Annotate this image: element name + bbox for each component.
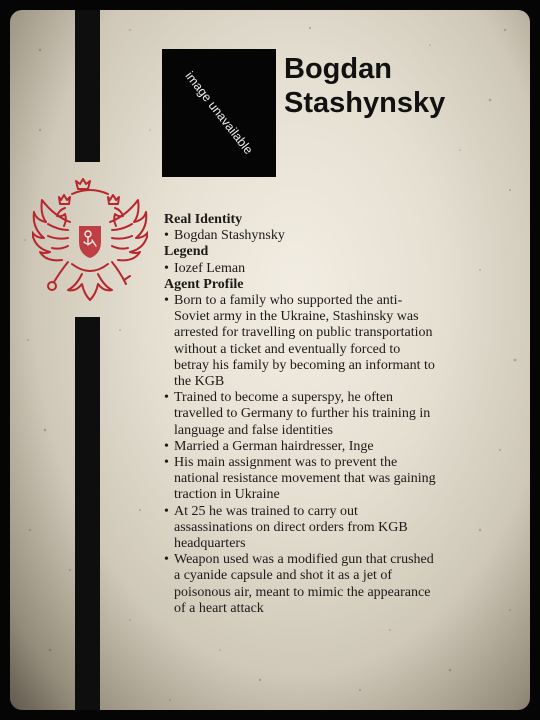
profile-item-text: Trained to become a superspy, he often travelled to Germany to further his training in language and false identities: [174, 390, 431, 438]
profile-item-text: Born to a family who supported the anti-Soviet army in the Ukraine, Stashinsky was arrested for travelling on public transportation without a ticket and eventually forced to betray his family by becoming an informant to the KGB: [174, 293, 435, 390]
profile-item-text: Married a German hairdresser, Inge: [174, 438, 374, 454]
profile-item-text: At 25 he was trained to carry out assassinations on direct orders from KGB headquarters: [174, 503, 408, 552]
profile-item: [164, 439, 436, 455]
black-stripe-top: [75, 10, 100, 162]
dossier-text: [164, 212, 436, 617]
profile-item: [164, 504, 436, 553]
image-unavailable-text: image unavailable: [182, 68, 256, 158]
profile-item-text: Weapon used was a modified gun that crushed a cyanide capsule and shot it as a jet of poisonous air, meant to mimic the appearance of a heart attack: [174, 552, 434, 616]
bullet-glyph: •: [164, 228, 169, 244]
bullet-glyph: •: [164, 552, 169, 568]
bullet-glyph: •: [164, 390, 169, 406]
dossier-card: [10, 10, 530, 710]
legend-item: [164, 261, 436, 277]
profile-item: [164, 390, 436, 439]
bullet-glyph: •: [164, 293, 169, 309]
bullet-glyph: •: [164, 503, 169, 519]
real-identity-value: Bogdan Stashynsky: [174, 228, 285, 244]
agent-profile-heading: Agent Profile: [164, 276, 244, 292]
legend-heading: Legend: [164, 244, 209, 260]
profile-item-text: His main assignment was to prevent the national resistance movement that was gaining traction in Ukraine: [174, 455, 436, 503]
agent-name-first: Bogdan: [284, 53, 392, 85]
double-headed-eagle-icon: [32, 178, 148, 304]
bullet-glyph: •: [164, 438, 169, 454]
agent-name-last: Stashynsky: [284, 87, 446, 119]
profile-item: [164, 552, 436, 617]
black-stripe-bottom: [75, 317, 100, 710]
bullet-glyph: •: [164, 260, 169, 276]
legend-value: Iozef Leman: [174, 260, 246, 276]
agent-photo-placeholder: [162, 49, 276, 177]
profile-item: [164, 455, 436, 504]
real-identity-item: [164, 228, 436, 244]
profile-item: [164, 293, 436, 390]
bullet-glyph: •: [164, 455, 169, 471]
agent-name: [284, 52, 524, 120]
real-identity-heading: Real Identity: [164, 212, 243, 227]
